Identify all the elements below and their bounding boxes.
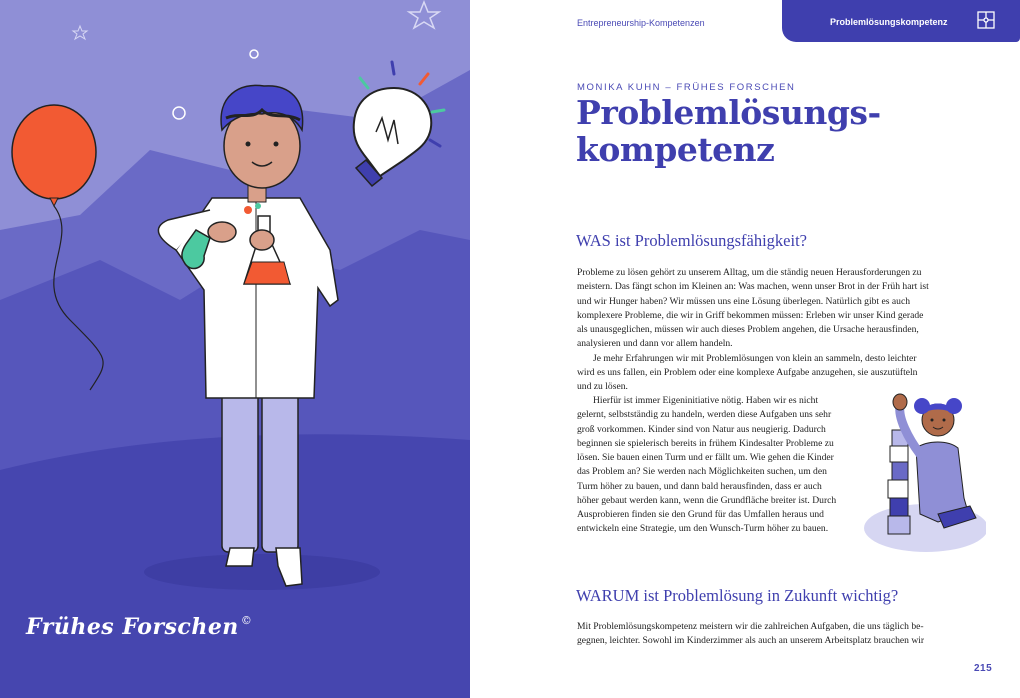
text-page bbox=[470, 0, 1020, 698]
brand-logo: Frühes Forschen © bbox=[26, 614, 253, 640]
scientist-illustration bbox=[0, 0, 470, 698]
paragraph: Hierfür ist immer Eigeninitiative nötig. Haben wir es nicht gelernt, selbstständig zu handeln, werden diese Aufgaben uns sehr groß vorkommen. Kinder sind von Natur aus neugierig. Dadurch beginnen sie spielerisch bereits in frühem Kindesalter Probleme zu lösen. Sie bauen einen Turm und er fällt um. Wie gehen die Kinder das Problem an? Sie werden nach Möglichkeiten suchen, um den Turm höher zu bauen, und dann bald herausfinden, dass er auch höher gebaut werden kann, wenn die Grundfläche breiter ist. Durch Ausprobieren finden sie den Grund für das Umfallen heraus und entwickeln eine Strategie, um den Wunsch-Turm höher zu bauen. bbox=[577, 395, 837, 535]
section-heading-what: WAS ist Problemlösungsfähigkeit? bbox=[576, 231, 807, 250]
paragraph: Mit Problemlösungskompetenz meistern wir die zahlreichen Aufgaben, die uns täglich be-gegnen, leichter. Sowohl im Kinderzimmer als auch an unserem Arbeitsplatz brauchen wir bbox=[577, 621, 925, 647]
illustration-panel bbox=[0, 0, 470, 698]
body-text-2 bbox=[577, 394, 843, 537]
body-text-1 bbox=[577, 266, 933, 394]
paragraph: Je mehr Erfahrungen wir mit Problemlösungen von klein an sammeln, desto leichter wird es uns fallen, ein Problem oder eine komplexe Aufgabe anzugehen, sie auszutüfteln und zu lösen. bbox=[577, 352, 918, 392]
page-title bbox=[576, 94, 881, 168]
title-line-1: Problemlösungs- bbox=[576, 93, 881, 132]
body-text-3 bbox=[577, 620, 937, 649]
section-tab-label: Problemlösungskompetenz bbox=[830, 17, 948, 27]
section-heading-why: WARUM ist Problemlösung in Zukunft wichtig? bbox=[576, 586, 899, 605]
title-line-2: kompetenz bbox=[576, 130, 775, 169]
running-title: Entrepreneurship-Kompetenzen bbox=[577, 18, 705, 28]
author-line: MONIKA KUHN – FRÜHES FORSCHEN bbox=[577, 82, 796, 93]
paragraph: Probleme zu lösen gehört zu unserem Alltag, um die ständig neuen Herausforderungen zu meistern. Das fängt schon im Kleinen an: Was machen, wenn unser Brot in der Früh hart ist und wir Hunger haben? Wir müssen uns eine Lösung überlegen. Natürlich gibt es auch komplexere Probleme, die wir in Griff bekommen müssen: Erleben wir unser Kind gerade als unausgeglichen, müssen wir auch dieses Problem angehen, die Ursache herausfinden, analysieren und dann vor allem handeln. bbox=[577, 267, 929, 350]
child-tower-illustration bbox=[858, 388, 986, 558]
section-tab bbox=[782, 0, 1020, 42]
puzzle-icon bbox=[976, 10, 996, 30]
page-number: 215 bbox=[974, 663, 993, 674]
